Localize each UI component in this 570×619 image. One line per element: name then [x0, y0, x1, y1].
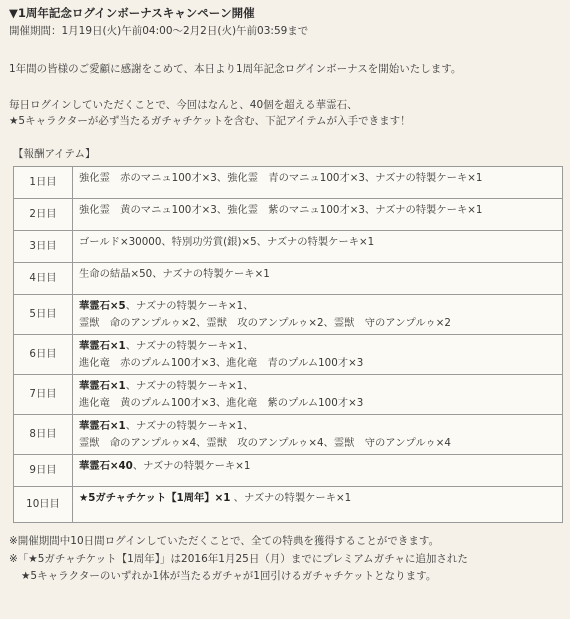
reward-day: 9日目	[14, 455, 73, 487]
reward-row	[14, 455, 563, 487]
reward-text: 、ナズナの特製ケーキ×1、	[125, 420, 254, 432]
reward-text: 強化霊 黄のマニュ100才×3、強化霊 紫のマニュ100才×3、ナズナの特製ケーキ×1	[79, 204, 483, 216]
reward-items	[73, 335, 563, 375]
reward-line	[79, 338, 556, 355]
reward-day: 8日目	[14, 415, 73, 455]
reward-row	[14, 167, 563, 199]
reward-text: 、ナズナの特製ケーキ×1	[132, 460, 251, 472]
reward-items	[73, 455, 563, 487]
reward-highlight: 華霊石×40	[79, 460, 133, 472]
reward-line	[79, 490, 556, 507]
note-ticket-cont: ★5キャラクターのいずれか1体が当たるガチャが1回引けるガチャチケットとなります。	[21, 570, 437, 582]
reward-text: 進化竜 黄のプルム100才×3、進化竜 紫のプルム100才×3	[79, 397, 364, 409]
reward-highlight: 華霊石×1	[79, 380, 126, 392]
reward-items	[73, 231, 563, 263]
reward-line	[79, 170, 556, 187]
reward-text: 生命の結晶×50、ナズナの特製ケーキ×1	[79, 268, 270, 280]
reward-day: 2日目	[14, 199, 73, 231]
reward-line	[79, 315, 556, 332]
reward-line	[79, 266, 556, 283]
reward-day: 3日目	[14, 231, 73, 263]
reward-line	[79, 202, 556, 219]
reward-line	[79, 378, 556, 395]
reward-items	[73, 199, 563, 231]
reward-text: 、ナズナの特製ケーキ×1、	[125, 380, 254, 392]
campaign-title: ▼1周年記念ログインボーナスキャンペーン開催	[9, 6, 255, 20]
intro-description	[9, 98, 562, 130]
reward-highlight: 華霊石×5	[79, 300, 126, 312]
reward-row	[14, 415, 563, 455]
reward-text: 、ナズナの特製ケーキ×1、	[125, 300, 254, 312]
notes	[9, 533, 562, 586]
reward-day: 7日目	[14, 375, 73, 415]
reward-highlight: ★5ガチャチケット【1周年】×1	[79, 492, 231, 504]
reward-text: 、ナズナの特製ケーキ×1	[230, 492, 352, 504]
rewards-table	[13, 166, 563, 523]
note-all-rewards: ※開催期間中10日間ログインしていただくことで、全ての特典を獲得することができます。	[9, 535, 440, 547]
reward-line	[79, 395, 556, 412]
reward-row	[14, 199, 563, 231]
reward-line	[79, 234, 556, 251]
reward-text: 霊獣 命のアンプルゥ×4、霊獣 攻のアンプルゥ×4、霊獣 守のアンプルゥ×4	[79, 437, 451, 449]
reward-text: 強化霊 赤のマニュ100才×3、強化霊 青のマニュ100才×3、ナズナの特製ケーキ×1	[79, 172, 483, 184]
rewards-label: 【報酬アイテム】	[13, 148, 96, 161]
reward-items	[73, 263, 563, 295]
reward-day: 4日目	[14, 263, 73, 295]
reward-items	[73, 167, 563, 199]
campaign-period: 開催期間：1月19日(火)午前04:00～2月2日(火)午前03:59まで	[9, 25, 309, 38]
note-ticket: ※「★5ガチャチケット【1周年】」は2016年1月25日（月）までにプレミアムガチャに追加された	[9, 552, 468, 565]
reward-highlight: 華霊石×1	[79, 340, 126, 352]
reward-items	[73, 375, 563, 415]
intro-line-1: 毎日ログインしていただくことで、今回はなんと、40個を超える華霊石、	[9, 98, 358, 111]
reward-row	[14, 335, 563, 375]
reward-text: 霊獣 命のアンプルゥ×2、霊獣 攻のアンプルゥ×2、霊獣 守のアンプルゥ×2	[79, 317, 451, 329]
reward-highlight: 華霊石×1	[79, 420, 126, 432]
reward-line	[79, 355, 556, 372]
reward-text: 、ナズナの特製ケーキ×1、	[125, 340, 254, 352]
reward-line	[79, 418, 556, 435]
reward-items	[73, 295, 563, 335]
reward-day: 5日目	[14, 295, 73, 335]
intro-thanks: 1年間の皆様のご愛顧に感謝をこめて、本日より1周年記念ログインボーナスを開始いたします。	[9, 63, 462, 75]
rewards-table-body	[14, 167, 563, 523]
reward-row	[14, 263, 563, 295]
intro-line-2: ★5キャラクターが必ず当たるガチャチケットを含む、下記アイテムが入手できます！	[9, 114, 411, 127]
reward-items	[73, 487, 563, 523]
reward-day: 6日目	[14, 335, 73, 375]
reward-line	[79, 298, 556, 315]
reward-day: 1日目	[14, 167, 73, 199]
reward-row	[14, 375, 563, 415]
reward-text: ゴールド×30000、特別功労賞(銀)×5、ナズナの特製ケーキ×1	[79, 236, 375, 248]
reward-day: 10日目	[14, 487, 73, 523]
reward-row	[14, 295, 563, 335]
reward-line	[79, 435, 556, 452]
reward-line	[79, 458, 556, 475]
reward-row	[14, 231, 563, 263]
reward-items	[73, 415, 563, 455]
reward-text: 進化竜 赤のプルム100才×3、進化竜 青のプルム100才×3	[79, 357, 364, 369]
reward-row	[14, 487, 563, 523]
